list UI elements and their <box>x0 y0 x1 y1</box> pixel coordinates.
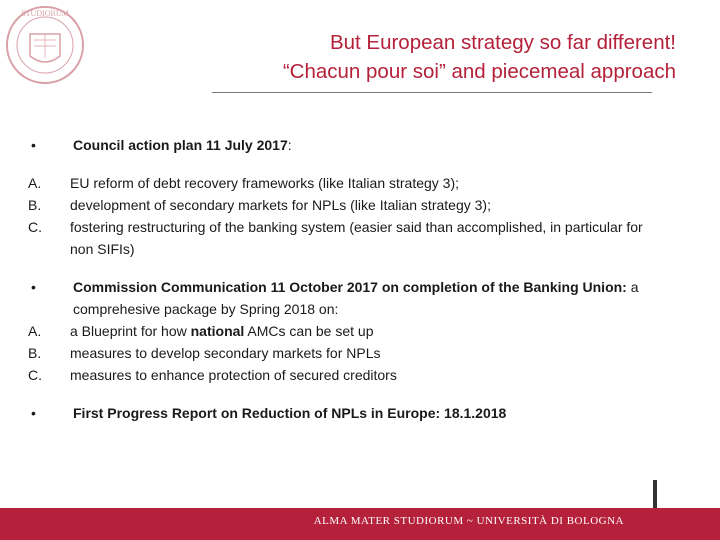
title-line-1: But European strategy so far different! <box>329 31 676 54</box>
title-line-2: “Chacun pour soi” and piecemeal approach <box>282 60 676 83</box>
list-marker: A. <box>28 175 42 191</box>
section2-heading-row <box>28 276 668 320</box>
footer-university-name: ALMA MATER STUDIORUM ~ UNIVERSITÀ DI BOLOGNA <box>313 515 624 527</box>
list-marker: C. <box>28 367 42 383</box>
list-item-text-pre: a Blueprint for how <box>70 323 191 339</box>
university-seal-logo <box>4 4 86 86</box>
list-item-text: EU reform of debt recovery frameworks (like Italian strategy 3); <box>70 175 460 191</box>
list-item <box>28 194 668 216</box>
list-marker: B. <box>28 345 42 361</box>
footer-band <box>0 508 720 540</box>
section1-heading-row <box>28 134 668 156</box>
list-item-text: fostering restructuring of the banking system (easier said than accomplished, in particular for non SIFIs) <box>70 219 643 257</box>
list-item-text-post: AMCs can be set up <box>244 323 374 339</box>
slide-title <box>283 28 676 86</box>
list-marker: A. <box>28 323 42 339</box>
list-item <box>28 364 668 386</box>
section2-heading-tail: a comprehesive package by Spring 2018 on: <box>73 279 639 317</box>
list-item-text: measures to develop secondary markets for NPLs <box>70 345 381 361</box>
section1-heading: Council action plan 11 July 2017 <box>73 137 288 153</box>
section2-heading: Commission Communication 11 October 2017 on completion of the Banking Union: <box>73 279 627 295</box>
list-item <box>28 172 668 194</box>
bullet-marker: • <box>31 279 36 295</box>
svg-text:STUDIORUM: STUDIORUM <box>21 9 69 18</box>
list-item <box>28 216 668 260</box>
list-item-text: measures to enhance protection of secured creditors <box>70 367 397 383</box>
list-item-text-bold: national <box>190 323 245 339</box>
list-marker: B. <box>28 197 42 213</box>
title-divider <box>212 92 652 93</box>
list-item <box>28 320 668 342</box>
bullet-marker: • <box>31 405 36 421</box>
list-marker: C. <box>28 219 42 235</box>
section3-heading-row <box>28 402 668 424</box>
section1-heading-suffix: : <box>287 137 292 153</box>
list-item-text: development of secondary markets for NPLs (like Italian strategy 3); <box>70 197 491 213</box>
section3-heading: First Progress Report on Reduction of NPLs in Europe: 18.1.2018 <box>73 405 507 421</box>
bullet-marker: • <box>31 137 36 153</box>
list-item <box>28 342 668 364</box>
slide-body <box>28 134 668 424</box>
